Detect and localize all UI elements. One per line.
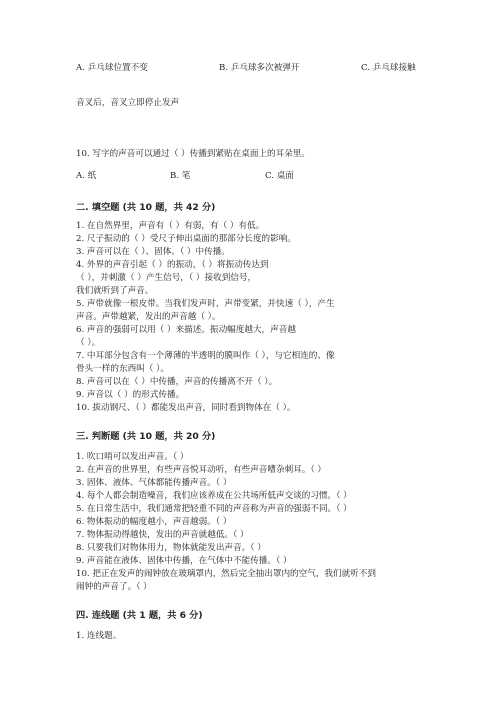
section-heading-matching: 四. 连线题 (共 1 题，共 6 分) (76, 610, 203, 621)
fill-blank-line: 10. 拔动钢尺、（ ）都能发出声音，同时看到物体在（ ）。 (76, 403, 296, 413)
true-false-line: 9. 声音能在液体、固体中传播，在气体中不能传播。（ ） (76, 556, 292, 566)
matching-question-1: 1. 连线题。 (76, 631, 122, 641)
true-false-line: 5. 在日常生活中，我们通常把轻重不同的声音称为声音的强弱不同。（ ） (76, 504, 352, 514)
q10-question: 10. 写字的声音可以通过（ ）传播到紧贴在桌面上的耳朵里。 (76, 149, 310, 159)
section-heading-fill-blank: 二. 填空题 (共 10 题，共 42 分) (76, 202, 216, 213)
fill-blank-line: 6. 声音的强弱可以用（ ）来描述。振动幅度越大，声音越 (76, 325, 296, 335)
q10-option-c: C. 桌面 (265, 171, 294, 181)
q10-option-a: A. 纸 (76, 171, 97, 181)
fill-blank-line: 骨头一样的东西叫（ ）。 (76, 364, 169, 374)
q9-option-a: A. 乒乓球位置不变 (76, 63, 148, 73)
true-false-line: 7. 物体振动得越快，发出的声音就越低。（ ） (76, 530, 249, 540)
fill-blank-line: 8. 声音可以在（ ）中传播，声音的传播离不开（ ）。 (76, 377, 278, 387)
true-false-line: 1. 吹口哨可以发出声音。（ ） (76, 452, 189, 462)
fill-blank-line: 2. 尺子振动的（ ）受尺子伸出桌面的那部分长度的影响。 (76, 234, 296, 244)
fill-blank-line: 声音。声带越紧，发出的声音越（ ）。 (76, 312, 221, 322)
q9-option-b: B. 乒乓球多次被弹开 (219, 63, 300, 73)
q9-option-c-continuation: 音叉后，音叉立即停止发声 (76, 98, 180, 108)
true-false-line: 3. 固体、液体、气体都能传播声音。（ ） (76, 478, 232, 488)
fill-blank-line: 1. 在自然界里，声音有（ ）有弱，有（ ）有低。 (76, 221, 265, 231)
fill-blank-line: 我们就听到了声音。 (76, 286, 154, 296)
true-false-line: 闹钟的声音了。（ ） (76, 582, 152, 592)
true-false-line: 2. 在声音的世界里，有些声音悦耳动听，有些声音嘈杂刺耳。（ ） (76, 465, 326, 475)
fill-blank-line: （ ），并刺激（ ）产生信号，（ ）接收到信号， (76, 273, 257, 283)
section-heading-true-false: 三. 判断题 (共 10 题，共 20 分) (76, 431, 216, 442)
fill-blank-line: 9. 声音以（ ）的形式传播。 (76, 390, 185, 400)
true-false-line: 4. 每个人都会制造噪音，我们应该养成在公共场所低声交谈的习惯。（ ） (76, 491, 352, 501)
q9-option-c: C. 乒乓球接触 (361, 63, 416, 73)
fill-blank-line: （ ）。 (76, 338, 101, 348)
fill-blank-line: 3. 声音可以在（ ）、固体、（ ）中传播。 (76, 247, 230, 257)
true-false-line: 10. 把正在发声的闹钟放在玻璃罩内，然后完全抽出罩内的空气，我们就听不到 (76, 569, 376, 579)
true-false-line: 6. 物体振动的幅度越小，声音越弱。（ ） (76, 517, 232, 527)
q10-option-b: B. 笔 (170, 171, 191, 181)
true-false-line: 8. 只要我们对物体用力，物体就能发出声音。（ ） (76, 543, 266, 553)
fill-blank-line: 4. 外界的声音引起（ ）的振动，（ ）将振动传达到 (76, 260, 269, 270)
fill-blank-line: 5. 声带就像一根皮带。当我们发声时，声带变紧，并快速（ ），产生 (76, 299, 335, 309)
fill-blank-line: 7. 中耳部分包含有一个薄薄的半透明的膜叫作（ ），与它相连的、像 (76, 351, 335, 361)
